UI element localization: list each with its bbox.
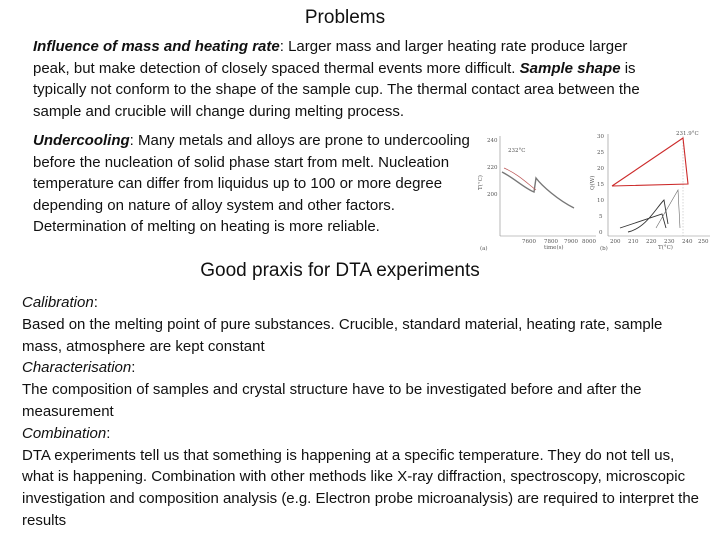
paragraph-mass-heating-rate: [33, 36, 653, 122]
label-undercooling: Undercooling: [33, 132, 130, 149]
characterisation-text: The composition of samples and crystal structure have to be investigated before and after the measurement: [22, 381, 642, 420]
characterisation-heading: Characterisation: [22, 359, 132, 377]
panel-b-ytick-0: 30: [597, 134, 604, 140]
panel-b-ytick-2: 20: [597, 166, 604, 172]
panel-a-label: (a): [480, 246, 488, 252]
dta-figure: [478, 128, 714, 252]
panel-a-ylabel: T(°C): [478, 175, 484, 190]
panel-a-ytick-2: 200: [487, 192, 498, 198]
characterisation-section: Characterisation: The composition of samples and crystal structure have to be investigated before and after the measurement: [22, 357, 702, 422]
panel-a-cooling-curve: [502, 172, 574, 208]
calibration-heading: Calibration: [22, 294, 94, 311]
panel-b-xtick-1: 210: [628, 239, 639, 245]
text-sample-shape: is typically not conform to the shape of the sample cup. The thermal contact area between the sample and crucible will change during melting process.: [33, 59, 640, 120]
panel-b-cooling-curve: [620, 200, 668, 232]
panel-b-ylabel: Q(W): [590, 175, 596, 190]
panel-b-annotation: 231.9°C: [676, 131, 699, 137]
panel-a-xtick-3: 8000: [582, 239, 596, 245]
panel-a-ytick-1: 220: [487, 165, 498, 171]
panel-a-ytick-0: 240: [487, 138, 498, 144]
panel-b-xtick-3: 230: [664, 239, 675, 245]
combination-text: DTA experiments tell us that something is happening at a specific temperature. They do not tell us, what is happening. Combination with other methods like X-ray diffraction, spectroscopy, microscopic investigation and composition analysis (e.g. Electron probe microanalysis) are required to interpret the results: [22, 446, 700, 529]
panel-b-ytick-1: 25: [597, 150, 604, 156]
label-influence: Influence of mass and heating rate: [33, 38, 280, 55]
panel-a-reference-curve: [504, 168, 536, 190]
dta-figure-svg: [478, 128, 714, 252]
label-sample-shape: Sample shape: [519, 59, 621, 77]
calibration-text: Based on the melting point of pure substances. Crucible, standard material, heating rate, sample mass, atmosphere are kept constant: [22, 315, 663, 355]
panel-b-xtick-0: 200: [610, 239, 621, 245]
text-influence: : Larger mass and larger heating rate produce larger peak, but make detection of closely spaced thermal events more difficult.: [33, 38, 628, 77]
combination-heading: Combination: [22, 424, 107, 442]
panel-b-xtick-5: 250: [698, 239, 709, 245]
panel-a-xlabel: time(s): [544, 245, 564, 251]
panel-b-xtick-2: 220: [646, 239, 657, 245]
panel-b-ytick-4: 10: [597, 198, 604, 204]
panel-b-label: (b): [600, 246, 608, 252]
panel-b-ytick-6: 0: [599, 230, 603, 236]
calibration-section: Calibration: Based on the melting point of pure substances. Crucible, standard material, heating rate, sample mass, atmosphere are kept constant: [22, 292, 702, 357]
panel-b-xlabel: T(°C): [658, 245, 673, 251]
paragraph-undercooling: [33, 130, 478, 238]
panel-b-heating-curve: [612, 138, 688, 186]
praxis-body: [22, 292, 702, 532]
text-undercooling: : Many metals and alloys are prone to undercooling before the nucleation of solid phase start from melt. Nucleation temperature can differ from liquidus up to 100 or more degree depending on nature of alloy system and other factors. Determination of melting on heating is more reliable.: [33, 132, 470, 235]
panel-a-xtick-0: 7600: [522, 239, 536, 245]
slide-title: Problems: [304, 7, 386, 28]
combination-section: Combination: DTA experiments tell us that something is happening at a specific temperature. They do not tell us, what is happening. Combination with other methods like X-ray diffraction, spectroscopy, microscopic investigation and composition analysis (e.g. Electron probe microanalysis) are required to interpret the results: [22, 423, 702, 532]
panel-b-ytick-3: 15: [597, 182, 604, 188]
section-subtitle: Good praxis for DTA experiments: [200, 260, 480, 281]
panel-a-xtick-1: 7800: [544, 239, 558, 245]
panel-a-annotation: 232°C: [508, 148, 526, 154]
panel-a-xtick-2: 7900: [564, 239, 578, 245]
panel-b-ytick-5: 5: [599, 214, 603, 220]
panel-b-xtick-4: 240: [682, 239, 693, 245]
